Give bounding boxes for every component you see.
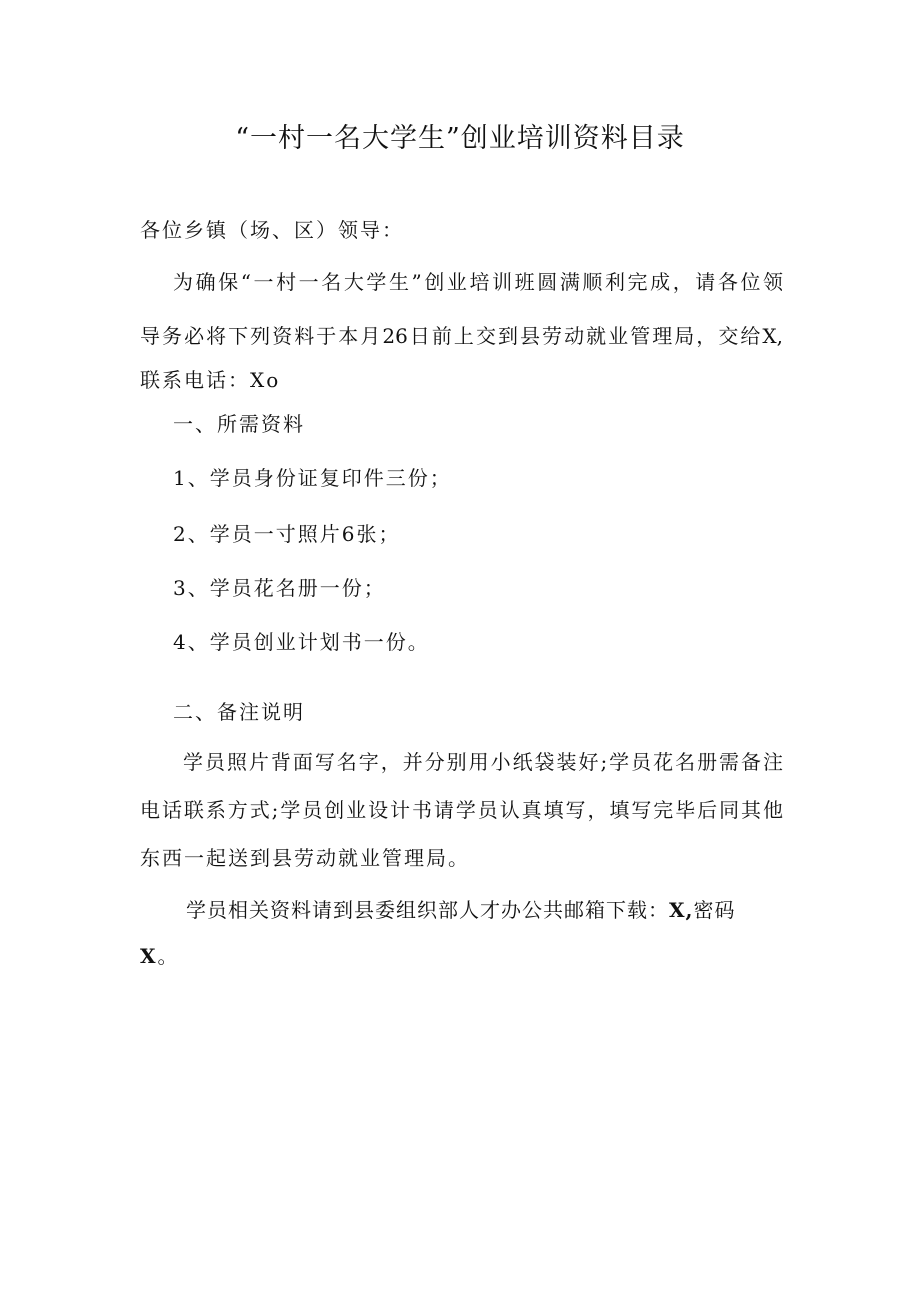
download-line-1: [186, 896, 735, 924]
password-label: 密码: [693, 898, 736, 922]
list-item: 3、学员花名册一份；: [173, 576, 386, 600]
notes-line-3: 东西一起送到县劳动就业管理局。: [140, 846, 470, 870]
intro-line-1: 为确保“一村一名大学生”创业培训班圆满顺利完成，请各位领: [173, 270, 783, 294]
download-text: 学员相关资料请到县委组织部人才办公共邮箱下载：: [186, 898, 669, 922]
period: 。: [157, 944, 180, 968]
intro-line-2: 导务必将下列资料于本月26日前上交到县劳动就业管理局，交给X,: [140, 324, 783, 348]
password-placeholder: X: [140, 944, 158, 968]
document-title: “一村一名大学生”创业培训资料目录: [235, 123, 685, 154]
section-heading-notes: 二、备注说明: [173, 700, 305, 724]
intro-line-3: 联系电话：Xo: [140, 368, 281, 392]
list-item: 2、学员一寸照片6张；: [173, 522, 401, 546]
email-placeholder: X,: [669, 898, 694, 922]
salutation: 各位乡镇（场、区）领导：: [140, 218, 404, 242]
section-heading-required-materials: 一、所需资料: [173, 412, 305, 436]
notes-line-1: 学员照片背面写名字，并分别用小纸袋装好;学员花名册需备注: [183, 750, 783, 774]
download-line-2: [140, 942, 180, 970]
notes-line-2: 电话联系方式;学员创业设计书请学员认真填写，填写完毕后同其他: [140, 798, 783, 822]
list-item: 4、学员创业计划书一份。: [173, 630, 430, 654]
list-item: 1、学员身份证复印件三份；: [173, 466, 452, 490]
